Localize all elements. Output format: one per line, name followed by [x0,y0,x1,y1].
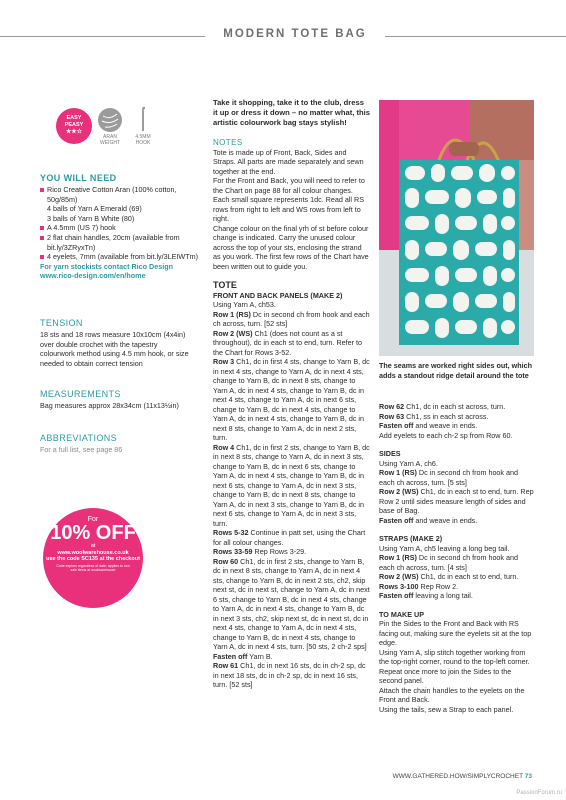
pattern-row [379,572,534,582]
pattern-row [213,329,370,358]
row-label: Rows 5-32 [213,528,249,537]
crochet-hook-icon [138,104,148,132]
row-label: Row 2 (WS) [379,572,419,581]
pattern-row [379,412,534,422]
row-label: Row 1 (RS) [213,309,251,319]
make-up-heading: TO MAKE UP [379,609,424,619]
instruction-line: Using Yarn A, ch5 leaving a long beg tail. [379,543,510,553]
row-text: Dc in second ch from hook and each ch across, turn. [5 sts] [379,468,519,487]
straps-heading: STRAPS (MAKE 2) [379,534,443,543]
instruction-line: Using Yarn A, ch6. [379,458,438,468]
row-text: Ch1, dc in each st to end, turn. Rep Row 2 until sides measure length of sides and base of Bag. [379,487,534,515]
measurements-heading: MEASUREMENTS [40,389,121,399]
pattern-right-column [379,402,534,714]
page-header [0,26,566,46]
pattern-rows [213,310,370,690]
header-rule-left [0,36,205,37]
row-text: Ch1, dc in next 16 sts, dc in ch-2 sp, dc in next 18 sts, dc in ch-2 sp, dc in next 16 sts, turn. [52 sts] [213,661,366,689]
pattern-row [379,421,534,431]
list-item: 3 balls of Yarn B White (80) [47,213,135,223]
row-label: Fasten off [379,515,414,525]
row-label: Fasten off [379,421,414,430]
row-text: Dc in second ch from hook and each ch across, turn. [52 sts] [213,309,370,328]
row-text: Yarn B. [247,651,273,661]
list-item: 4 balls of Yarn A Emerald (69) [47,204,142,214]
row-label: Fasten off [213,651,248,661]
pattern-row [213,557,370,652]
row-label: Row 4 [213,442,235,452]
row-label: Rows 3-100 [379,581,419,591]
row-label: Fasten off [379,591,414,600]
pattern-row [379,582,534,592]
row-label: Row 63 [379,411,405,421]
row-label: Row 3 [213,357,235,366]
pattern-row [379,468,534,487]
footer-url[interactable]: WWW.GATHERED.HOW/SIMPLYCROCHET [392,773,523,780]
row-label: Row 61 [213,661,239,670]
instruction-line: Using Yarn A, ch53. [213,300,276,309]
you-will-need-heading: YOU WILL NEED [40,173,117,183]
materials-list [40,185,200,281]
pattern-row [379,591,534,601]
make-up-paragraph: Attach the chain handles to the eyelets on the Front and Back. [379,685,525,704]
measurements-text: Bag measures approx 28x34cm (11x13½in) [40,401,179,410]
stockists-link[interactable]: www.rico-design.com/en/home [40,271,146,281]
abbreviations-text: For a full list, see page 86 [40,445,123,454]
easy-peasy-badge: EASY PEASY ★★☆ [56,108,92,144]
panels-heading: FRONT AND BACK PANELS (MAKE 2) [213,290,343,300]
list-item: 4 eyelets, 7mm (available from bit.ly/3LEIWTm) [40,252,200,262]
pattern-rows [379,553,534,601]
watermark: PassionForum.ru [516,790,562,796]
list-item: 2 flat chain handles, 20cm (available from bit.ly/3ZRyxTn) [40,233,200,252]
row-text: Ch1, ss in each st across. [404,411,489,421]
row-text: Continue in patt set, using the Chart for all colour changes. [213,528,366,547]
pattern-row [213,443,370,529]
row-text: Dc in second ch from hook and each ch across, turn. [4 sts] [379,553,519,572]
yarn-weight-label: ARAN WEIGHT [100,134,120,146]
pattern-row [379,553,534,572]
row-text: Ch1, dc in each st to end, turn. [418,572,519,581]
notes-paragraph: Change colour on the final yrh of st before colour change is indicated. Carry the unused colour across the top of your sts, enclosing the strand as you work. The first few rows of the Chart have been written out to guide you. [213,223,369,271]
row-text: Ch1 (does not count as a st throughout), dc in each st to end, turn. Refer to the Chart for Rows 3-52. [213,328,363,357]
make-up-paragraph: Using the tails, sew a Strap to each panel. [379,704,514,714]
pattern-row [213,528,370,547]
row-text: Rep Row 2. [418,581,459,591]
pattern-row [213,547,370,557]
row-text: Ch1, dc in each st across, turn. [404,402,506,411]
pattern-row [213,357,370,443]
notes-paragraph: Tote is made up of Front, Back, Sides and Straps. All parts are made separately and sewn together at the end. [213,147,364,176]
intro-text: Take it shopping, take it to the club, dress it up or dress it down – no matter what, this artistic colourwork bag stays stylish! [213,98,370,127]
pattern-row [379,516,534,526]
tote-bag-photo [379,100,534,356]
notes-paragraph: For the Front and Back, you will need to refer to the Chart on page 88 for all colour changes. Each small square represents 1dc. Read all RS rows from right to left and WS rows from left to right. [213,176,365,223]
hook-size-label: 4.5MM HOOK [135,134,151,146]
page-number: 73 [524,773,532,780]
abbreviations-heading: ABBREVIATIONS [40,433,118,443]
row-text: and weave in ends. [413,515,478,525]
list-item: A 4.5mm (US 7) hook [40,223,200,233]
pattern-row [379,487,534,516]
tote-heading: TOTE [213,280,237,290]
yarn-ball-icon [98,108,122,132]
pattern-rows [379,402,534,431]
pattern-row [213,661,370,690]
pattern-row [213,310,370,329]
row-label: Rows 33-59 [213,547,253,556]
make-up-paragraph: Pin the Sides to the Front and Back with RS facing out, making sure the eyelets sit at the top edge. [379,619,532,647]
pattern-rows [379,468,534,525]
row-label: Row 2 (WS) [213,328,253,338]
stockists-note: For yarn stockists contact Rico Design [40,261,174,271]
discount-promo-badge[interactable]: For 10% OFF at www.woolwarehouse.co.uk use the code SC135 at the checkout Code expires regardless of date; applies to non sale items at woolwarehouse [43,508,143,608]
photo-caption: The seams are worked right sides out, which adds a standout ridge detail around the tote [379,361,532,380]
rating-stars-icon: ★★☆ [65,129,83,135]
row-text: and weave in ends. [413,421,478,430]
header-rule-right [385,36,566,37]
notes-heading: NOTES [213,138,243,147]
row-text: Ch1, dc in first 2 sts, change to Yarn B, dc in next 8 sts, change to Yarn A, dc in next 3 sts, change to Yarn B, dc in next 6 sts, change to Yarn A, dc in next 4 sts, change to Yarn B, dc in next 6 sts, change to Yarn A, dc in next 3 sts, change to Yarn B, dc in next 8 sts, change to Yarn A, dc in next 3 sts, change to Yarn B, dc in next 6 sts, change to Yarn A, dc in next 3 sts, turn. [213,442,370,528]
pattern-row [379,402,534,412]
pattern-middle-column [213,98,370,690]
row-label: Row 62 [379,402,405,411]
tension-text: 18 sts and 18 rows measure 10x10cm (4x4in) over double crochet with the tapestry colourwork method using 4.5 mm hook, or size needed to obtain correct tension [40,330,189,368]
row-text: Ch1, dc in first 2 sts, change to Yarn B, dc in next 8 sts, change to Yarn A, dc in next 4 sts, change to Yarn B, dc in next 2 sts, ch2, skip next st, dc in next st, change to Yarn A, dc in next 6 sts, change to Yarn B, dc in next 4 sts, change to Yarn A, dc in next 4 sts, change to Yarn B, dc in next 3 sts, ch2, skip next st, dc in next st, dc in next 4 sts, change to Yarn A, dc in next 4 sts, change to Yarn B, dc in next 4 sts, change to Yarn A, dc in next 4 sts, turn. [50 sts, 2 ch-2 sps] [213,556,370,651]
row-text: Rep Rows 3-29. [252,547,307,556]
row-text: leaving a long tail. [413,591,473,600]
list-item: Rico Creative Cotton Aran (100% cotton, 50g/85m) [40,185,200,204]
instruction-line: Add eyelets to each ch-2 sp from Row 60. [379,430,513,440]
make-up-paragraph: Using Yarn A, slip stitch together working from the top-right corner, round to the top-left corner. Repeat once more to join the Sides to the second panel. [379,647,530,685]
row-label: Row 1 (RS) [379,553,417,562]
sides-heading: SIDES [379,449,401,458]
page-footer [393,773,532,780]
row-label: Row 1 (RS) [379,468,417,477]
row-label: Row 60 [213,556,239,566]
row-text: Ch1, dc in first 4 sts, change to Yarn B, dc in next 4 sts, change to Yarn A, dc in next 4 sts, change to Yarn B, dc in next 8 sts, change to Yarn A, dc in next 4 sts, change to Yarn B, dc in next 4 sts, change to Yarn A, dc in next 6 sts, change to Yarn B, dc in next 4 sts, change to Yarn A, dc in next 4 sts, change to Yarn B, dc in next 8 sts, change to Yarn A, dc in next 2 sts, turn. [213,357,370,442]
page-title: MODERN TOTE BAG [223,28,367,40]
tension-heading: TENSION [40,318,83,328]
row-label: Row 2 (WS) [379,487,419,496]
pattern-row [213,652,370,662]
